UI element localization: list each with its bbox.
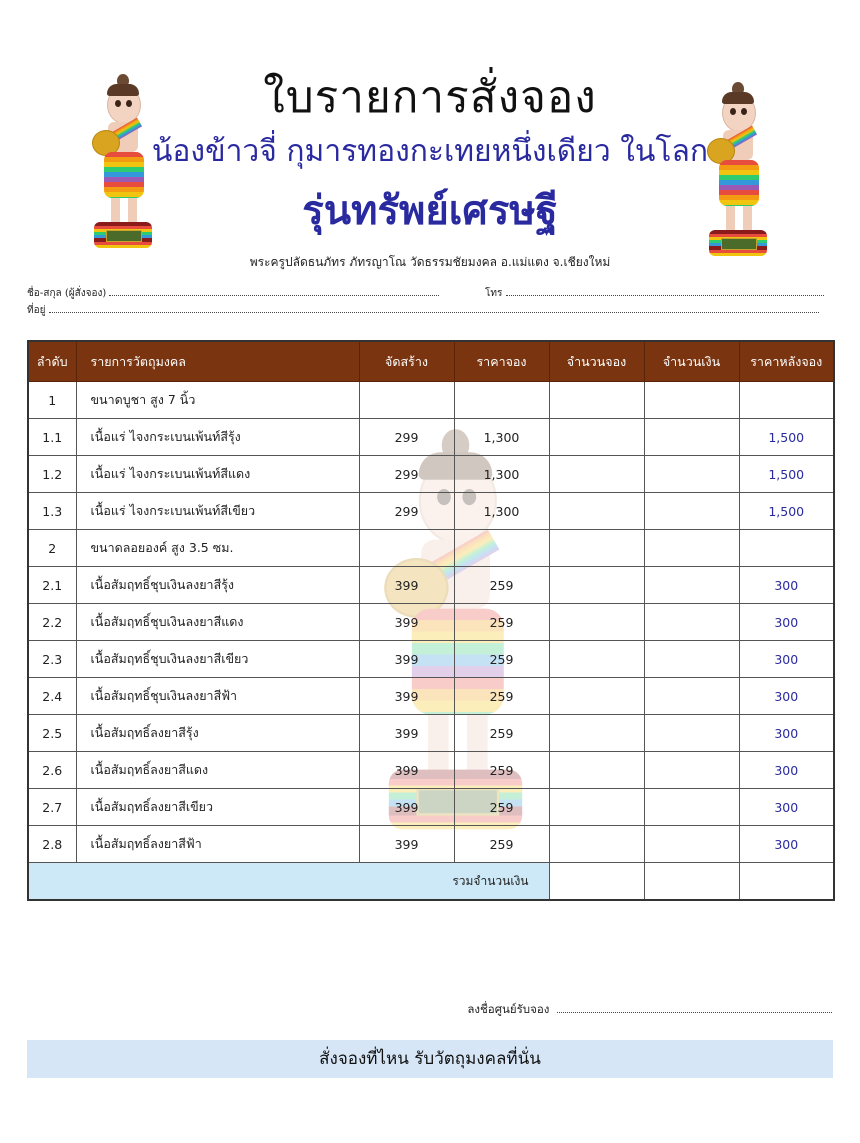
row-made: 299 (359, 493, 454, 530)
row-made: 399 (359, 678, 454, 715)
table-row (28, 419, 834, 456)
name-label: ชื่อ-สกุล (ผู้สั่งจอง) (27, 288, 107, 299)
row-made (359, 530, 454, 567)
row-after-price: 300 (739, 752, 834, 789)
row-item: เนื้อสัมฤทธิ์ลงยาสีเขียว (76, 789, 359, 826)
table-row (28, 382, 834, 419)
table-header-row (28, 341, 834, 382)
phone-input-line[interactable] (506, 286, 824, 296)
order-table (27, 340, 835, 901)
row-made: 399 (359, 567, 454, 604)
name-input-line[interactable] (109, 286, 439, 296)
table-row (28, 641, 834, 678)
total-amount-cell[interactable] (644, 863, 739, 901)
row-made: 399 (359, 789, 454, 826)
row-after-price (739, 530, 834, 567)
row-after-price: 300 (739, 604, 834, 641)
row-after-price: 300 (739, 641, 834, 678)
address-label: ที่อยู่ (27, 305, 46, 316)
row-item: เนื้อสัมฤทธิ์ลงยาสีรุ้ง (76, 715, 359, 752)
row-qty-input[interactable] (549, 678, 644, 715)
signature-label: ลงชื่อศูนย์รับจอง (467, 1002, 550, 1016)
row-item: เนื้อสัมฤทธิ์ชุบเงินลงยาสีฟ้า (76, 678, 359, 715)
monk-credit: พระครูปลัดธนภัทร ภัทรญาโณ วัดธรรมชัยมงคล อ.แม่แตง จ.เชียงใหม่ (249, 255, 611, 269)
row-amount-input[interactable] (644, 789, 739, 826)
row-no: 2.7 (28, 789, 76, 826)
row-price: 259 (454, 789, 549, 826)
address-field[interactable] (27, 303, 819, 318)
row-no: 2.1 (28, 567, 76, 604)
row-price: 259 (454, 715, 549, 752)
col-header-amount: จำนวนเงิน (644, 341, 739, 382)
row-made: 399 (359, 826, 454, 863)
row-item: เนื้อสัมฤทธิ์ลงยาสีแดง (76, 752, 359, 789)
row-amount-input[interactable] (644, 567, 739, 604)
row-qty-input[interactable] (549, 567, 644, 604)
table-row (28, 752, 834, 789)
row-no: 2.4 (28, 678, 76, 715)
row-price (454, 382, 549, 419)
row-qty-input[interactable] (549, 530, 644, 567)
total-qty-cell[interactable] (549, 863, 644, 901)
phone-label: โทร (485, 288, 503, 299)
address-input-line[interactable] (49, 303, 819, 313)
table-row (28, 715, 834, 752)
row-qty-input[interactable] (549, 641, 644, 678)
row-made: 399 (359, 641, 454, 678)
row-after-price: 300 (739, 715, 834, 752)
row-no: 2.6 (28, 752, 76, 789)
row-made: 399 (359, 752, 454, 789)
row-item: เนื้อสัมฤทธิ์ชุบเงินลงยาสีแดง (76, 604, 359, 641)
row-amount-input[interactable] (644, 604, 739, 641)
row-qty-input[interactable] (549, 382, 644, 419)
edition-title: รุ่นทรัพย์เศรษฐี (302, 188, 558, 234)
table-row (28, 604, 834, 641)
table-row (28, 530, 834, 567)
name-field[interactable] (27, 286, 439, 301)
table-row (28, 567, 834, 604)
row-qty-input[interactable] (549, 789, 644, 826)
row-no: 1.1 (28, 419, 76, 456)
row-qty-input[interactable] (549, 604, 644, 641)
row-qty-input[interactable] (549, 456, 644, 493)
row-no: 2.5 (28, 715, 76, 752)
row-amount-input[interactable] (644, 678, 739, 715)
table-row (28, 493, 834, 530)
row-no: 1.2 (28, 456, 76, 493)
row-made: 399 (359, 604, 454, 641)
row-after-price: 1,500 (739, 456, 834, 493)
total-after-cell (739, 863, 834, 901)
row-amount-input[interactable] (644, 382, 739, 419)
signature-input-line[interactable] (557, 1003, 832, 1013)
row-price: 259 (454, 604, 549, 641)
row-item: เนื้อแร่ ไจงกระเบนเพ้นท์สีแดง (76, 456, 359, 493)
row-amount-input[interactable] (644, 752, 739, 789)
page-title: ใบรายการสั่งจอง (263, 72, 597, 123)
row-after-price: 300 (739, 826, 834, 863)
row-qty-input[interactable] (549, 419, 644, 456)
table-row (28, 456, 834, 493)
col-header-no: ลำดับ (28, 341, 76, 382)
row-amount-input[interactable] (644, 419, 739, 456)
row-after-price: 300 (739, 789, 834, 826)
row-after-price: 300 (739, 678, 834, 715)
col-header-item: รายการวัตถุมงคล (76, 341, 359, 382)
row-price: 1,300 (454, 419, 549, 456)
row-amount-input[interactable] (644, 715, 739, 752)
row-made: 399 (359, 715, 454, 752)
row-price: 259 (454, 641, 549, 678)
row-made: 299 (359, 456, 454, 493)
footer-slogan-banner: สั่งจองที่ไหน รับวัตถุมงคลที่นั่น (27, 1040, 833, 1078)
row-qty-input[interactable] (549, 715, 644, 752)
signature-field[interactable] (0, 1001, 832, 1019)
row-price: 1,300 (454, 456, 549, 493)
row-amount-input[interactable] (644, 826, 739, 863)
row-after-price: 1,500 (739, 419, 834, 456)
row-no: 2.2 (28, 604, 76, 641)
table-row (28, 678, 834, 715)
row-made (359, 382, 454, 419)
row-price (454, 530, 549, 567)
row-qty-input[interactable] (549, 826, 644, 863)
total-row (28, 863, 834, 901)
row-amount-input[interactable] (644, 641, 739, 678)
row-qty-input[interactable] (549, 493, 644, 530)
row-amount-input[interactable] (644, 493, 739, 530)
row-qty-input[interactable] (549, 752, 644, 789)
row-item: ขนาดลอยองค์ สูง 3.5 ซม. (76, 530, 359, 567)
row-item: ขนาดบูชา สูง 7 นิ้ว (76, 382, 359, 419)
phone-field[interactable] (485, 286, 824, 301)
row-price: 259 (454, 752, 549, 789)
col-header-made: จัดสร้าง (359, 341, 454, 382)
row-no: 2.3 (28, 641, 76, 678)
table-row (28, 826, 834, 863)
col-header-qty: จำนวนจอง (549, 341, 644, 382)
row-amount-input[interactable] (644, 456, 739, 493)
row-made: 299 (359, 419, 454, 456)
row-after-price: 1,500 (739, 493, 834, 530)
col-header-after-price: ราคาหลังจอง (739, 341, 834, 382)
row-item: เนื้อสัมฤทธิ์ชุบเงินลงยาสีรุ้ง (76, 567, 359, 604)
row-item: เนื้อแร่ ไจงกระเบนเพ้นท์สีเขียว (76, 493, 359, 530)
table-row (28, 789, 834, 826)
row-no: 2.8 (28, 826, 76, 863)
row-no: 1.3 (28, 493, 76, 530)
row-amount-input[interactable] (644, 530, 739, 567)
col-header-price: ราคาจอง (454, 341, 549, 382)
row-item: เนื้อแร่ ไจงกระเบนเพ้นท์สีรุ้ง (76, 419, 359, 456)
row-item: เนื้อสัมฤทธิ์ลงยาสีฟ้า (76, 826, 359, 863)
row-after-price: 300 (739, 567, 834, 604)
row-price: 259 (454, 826, 549, 863)
row-item: เนื้อสัมฤทธิ์ชุบเงินลงยาสีเขียว (76, 641, 359, 678)
row-price: 1,300 (454, 493, 549, 530)
total-label: รวมจำนวนเงิน (28, 863, 549, 901)
row-no: 1 (28, 382, 76, 419)
page-subtitle: น้องข้าวจี่ กุมารทองกะเทยหนึ่งเดียว ในโลก (151, 134, 709, 169)
row-no: 2 (28, 530, 76, 567)
row-price: 259 (454, 567, 549, 604)
row-after-price (739, 382, 834, 419)
row-price: 259 (454, 678, 549, 715)
